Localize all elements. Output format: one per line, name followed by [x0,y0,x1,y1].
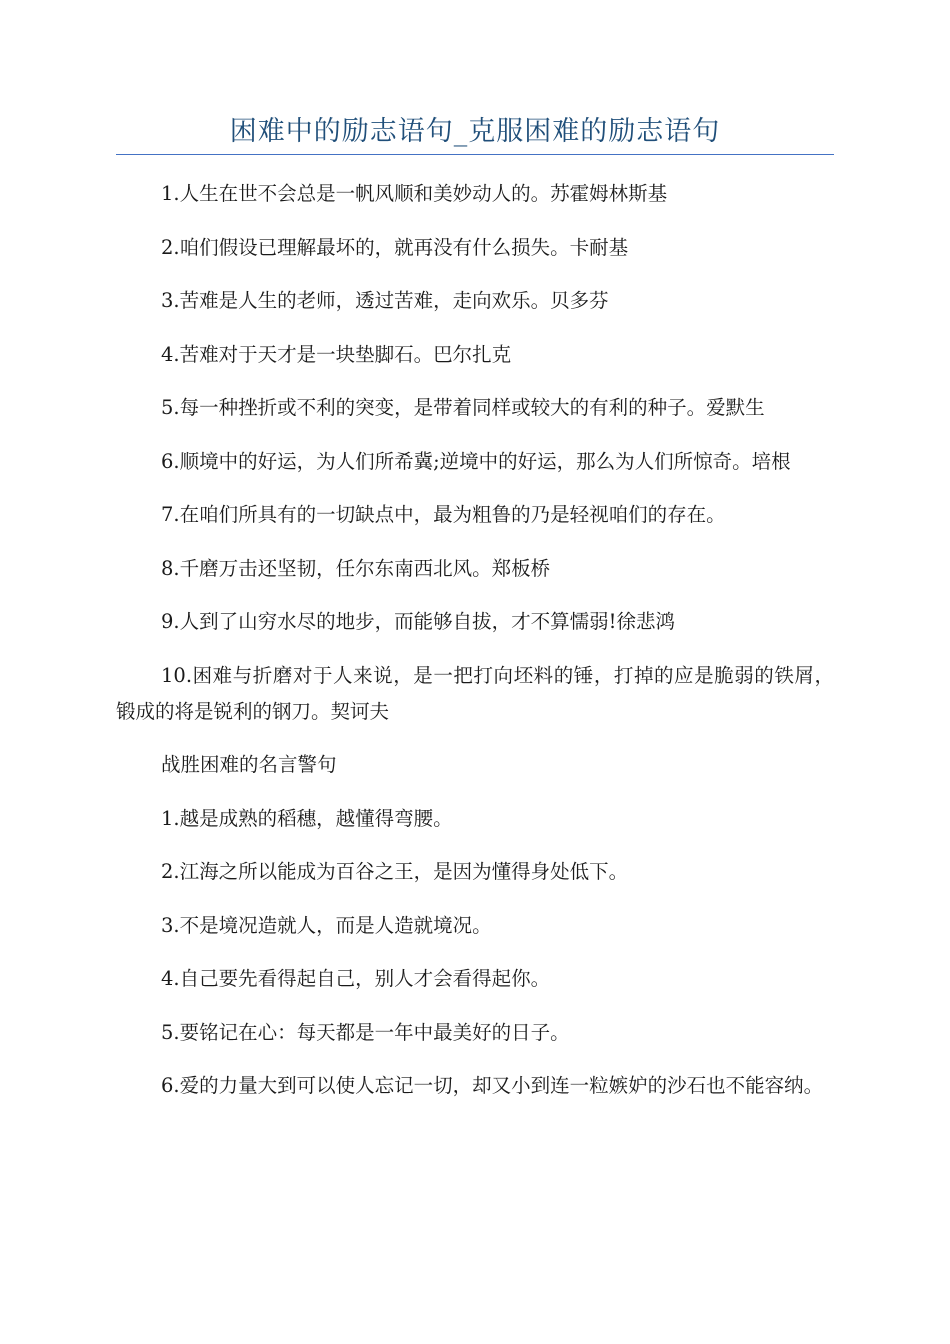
document-body [116,176,834,1122]
quote-paragraph: 3.苦难是人生的老师，透过苦难，走向欢乐。贝多芬 [161,289,609,312]
quote-paragraph: 3.不是境况造就人，而是人造就境况。 [161,913,492,937]
quote-paragraph: 4.自己要先看得起自己，别人才会看得起你。 [161,967,551,990]
quote-paragraph: 10.困难与折磨对于人来说，是一把打向坯料的锤，打掉的应是脆弱的铁屑，锻成的将是锐利的钢刀。契诃夫 [116,663,834,723]
quote-paragraph: 5.每一种挫折或不利的突变，是带着同样或较大的有利的种子。爱默生 [161,396,765,419]
title-underline [116,154,834,155]
quote-paragraph: 2.咱们假设已理解最坏的，就再没有什么损失。卡耐基 [161,235,629,259]
quote-paragraph: 2.江海之所以能成为百谷之王，是因为懂得身处低下。 [161,860,629,883]
section-heading: 战胜困难的名言警句 [161,753,337,776]
quote-paragraph: 7.在咱们所具有的一切缺点中，最为粗鲁的乃是轻视咱们的存在。 [161,503,726,526]
quote-paragraph: 9.人到了山穷水尽的地步，而能够自拔，才不算懦弱!徐悲鸿 [161,610,675,633]
quote-paragraph: 6.爱的力量大到可以使人忘记一切，却又小到连一粒嫉妒的沙石也不能容纳。 [161,1074,824,1097]
document-title: 困难中的励志语句_克服困难的励志语句 [229,116,721,147]
quote-paragraph: 4.苦难对于天才是一块垫脚石。巴尔扎克 [161,342,512,366]
quote-paragraph: 6.顺境中的好运，为人们所希冀;逆境中的好运，那么为人们所惊奇。培根 [161,449,791,473]
quote-paragraph: 5.要铭记在心：每天都是一年中最美好的日子。 [161,1020,570,1044]
quote-paragraph: 8.千磨万击还坚韧，任尔东南西北风。郑板桥 [161,556,551,580]
quote-paragraph: 1.越是成熟的稻穗，越懂得弯腰。 [161,806,453,830]
quote-paragraph: 1.人生在世不会总是一帆风顺和美妙动人的。苏霍姆林斯基 [161,182,668,205]
